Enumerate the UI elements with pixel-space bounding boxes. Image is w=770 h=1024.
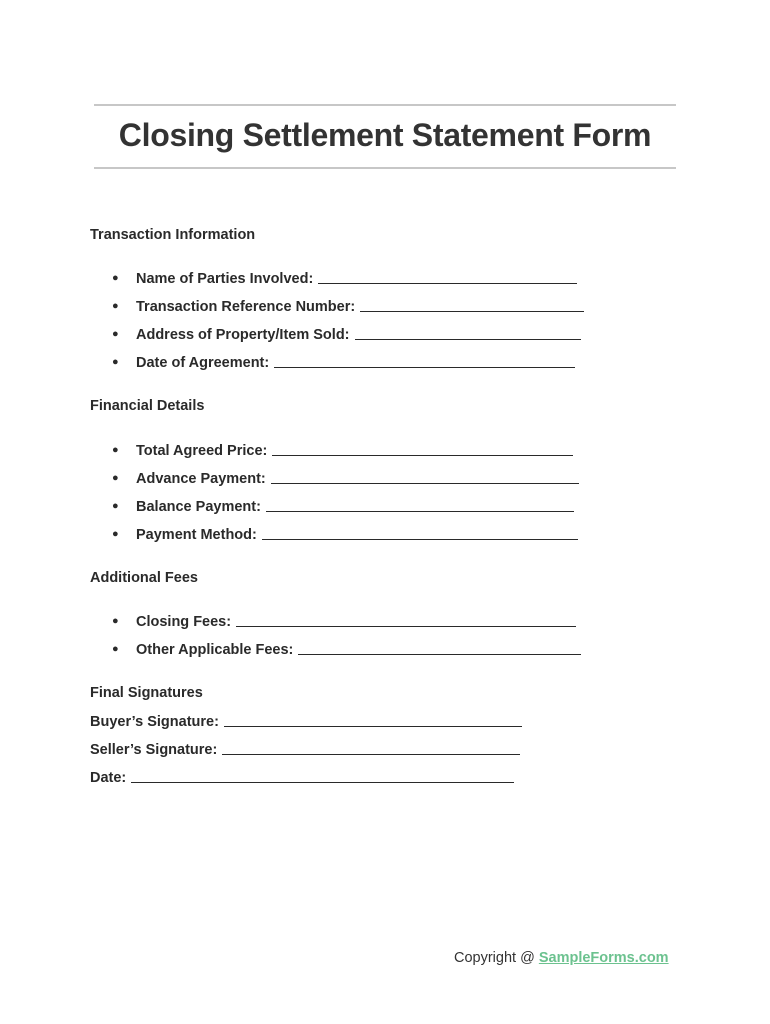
payment-method-input-line[interactable] — [262, 526, 578, 540]
advance-payment-input-line[interactable] — [271, 470, 579, 484]
closing-fees-input-line[interactable] — [236, 613, 576, 627]
field-reference-number — [112, 298, 584, 315]
field-agreement-date — [112, 354, 575, 371]
total-price-input-line[interactable] — [272, 442, 573, 456]
bullet-icon: ● — [112, 444, 119, 456]
bullet-icon: ● — [112, 528, 119, 540]
field-advance-payment — [112, 470, 579, 487]
section-heading-signatures: Final Signatures — [90, 685, 203, 701]
field-label: Name of Parties Involved: — [136, 271, 314, 287]
field-label: Advance Payment: — [136, 471, 266, 487]
section-heading-transaction: Transaction Information — [90, 227, 256, 243]
field-signature-date — [90, 769, 514, 786]
other-fees-input-line[interactable] — [298, 641, 581, 655]
field-seller-signature — [90, 741, 520, 758]
field-balance-payment — [112, 498, 574, 515]
bullet-icon: ● — [112, 643, 119, 655]
balance-payment-input-line[interactable] — [266, 498, 574, 512]
page-title: Closing Settlement Statement Form — [118, 117, 652, 153]
buyer-signature-input-line[interactable] — [224, 713, 522, 727]
field-label: Date of Agreement: — [136, 355, 270, 371]
field-property-address — [112, 326, 581, 343]
field-total-price — [112, 442, 573, 459]
agreement-date-input-line[interactable] — [274, 354, 575, 368]
seller-signature-input-line[interactable] — [222, 741, 520, 755]
field-label: Date: — [90, 770, 127, 786]
bullet-icon: ● — [112, 356, 119, 368]
section-heading-financial: Financial Details — [90, 398, 205, 414]
signature-date-input-line[interactable] — [131, 769, 514, 783]
field-label: Seller’s Signature: — [90, 742, 218, 758]
bullet-icon: ● — [112, 500, 119, 512]
field-label: Payment Method: — [136, 527, 257, 543]
bullet-icon: ● — [112, 472, 119, 484]
field-other-fees — [112, 641, 581, 658]
field-label: Closing Fees: — [136, 614, 232, 630]
title-rule-bottom — [94, 167, 676, 169]
property-address-input-line[interactable] — [355, 326, 581, 340]
field-label: Buyer’s Signature: — [90, 714, 219, 730]
copyright-prefix: Copyright @ — [454, 950, 539, 966]
copyright-footer — [454, 950, 669, 966]
title-rule-top — [94, 104, 676, 106]
bullet-icon: ● — [112, 300, 119, 312]
field-label: Balance Payment: — [136, 499, 261, 515]
brand-link[interactable]: SampleForms.com — [538, 950, 669, 966]
field-closing-fees — [112, 613, 576, 630]
bullet-icon: ● — [112, 615, 119, 627]
field-label: Other Applicable Fees: — [136, 642, 294, 658]
field-parties — [112, 270, 577, 287]
bullet-icon: ● — [112, 272, 119, 284]
field-buyer-signature — [90, 713, 522, 730]
field-label: Transaction Reference Number: — [136, 299, 356, 315]
reference-number-input-line[interactable] — [360, 298, 584, 312]
bullet-icon: ● — [112, 328, 119, 340]
field-payment-method — [112, 526, 578, 543]
field-label: Address of Property/Item Sold: — [136, 327, 350, 343]
parties-input-line[interactable] — [318, 270, 577, 284]
field-label: Total Agreed Price: — [136, 443, 268, 459]
section-heading-fees: Additional Fees — [90, 570, 198, 586]
